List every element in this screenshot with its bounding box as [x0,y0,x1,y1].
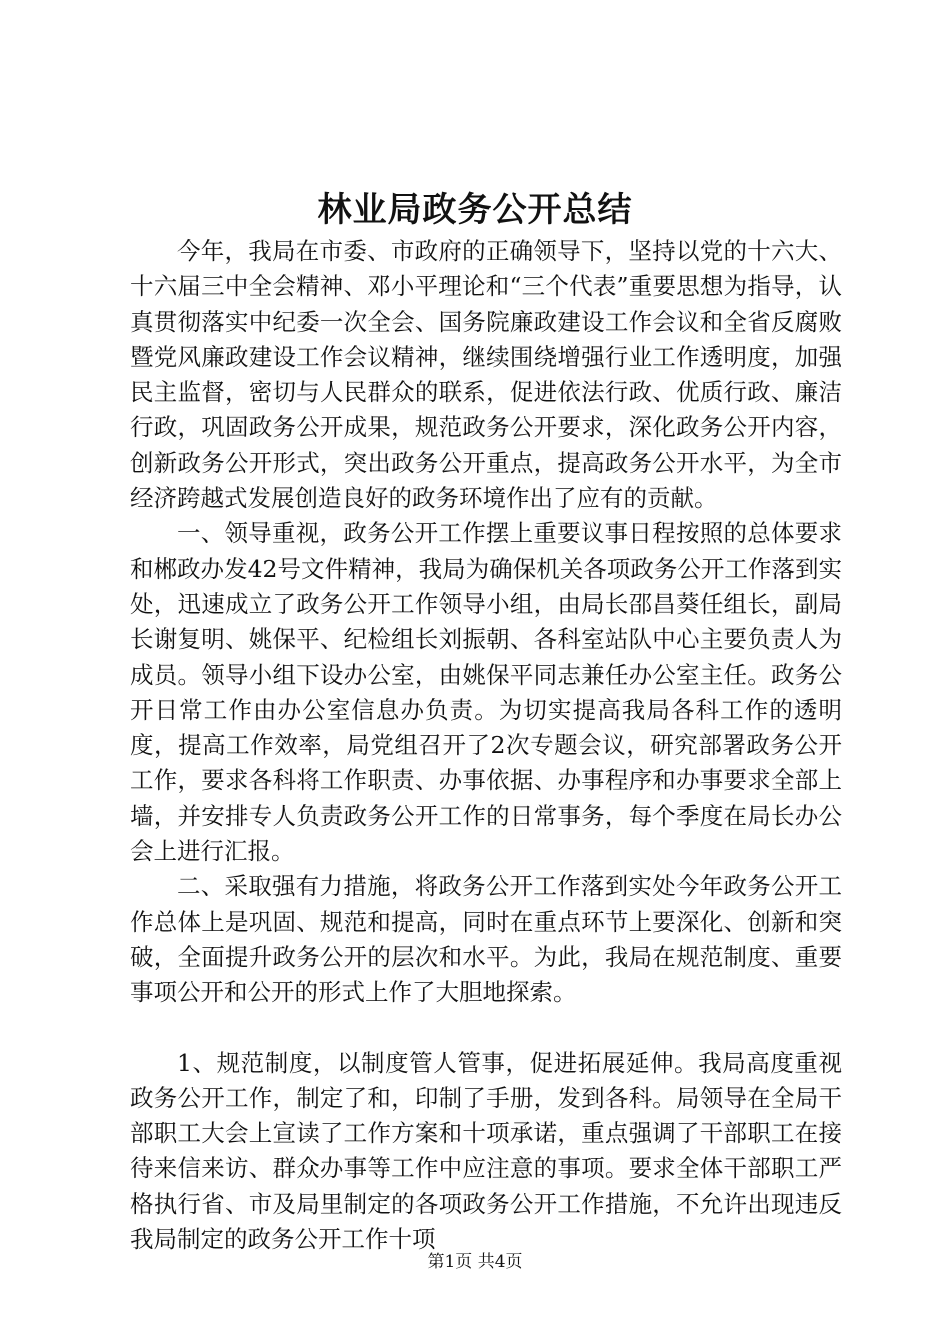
document-title: 林业局政务公开总结 [317,190,633,230]
page-number-footer: 第1页 共4页 [427,1252,523,1272]
paragraph-spacer [130,1011,842,1046]
paragraph-section-one: 一、领导重视，政务公开工作摆上重要议事日程按照的总体要求和郴政办发42号文件精神，我局为确保机关各项政务公开工作落到实处，迅速成立了政务公开工作领导小组，由局长邵昌葵任组长，副局长谢复明、姚保平、纪检组长刘振朝、各科室站队中心主要负责人为成员。领导小组下设办公室，由姚保平同志兼任办公室主任。政务公开日常工作由办公室信息办负责。为切实提高我局各科工作的透明度，提高工作效率，局党组召开了2次专题会议，研究部署政务公开工作，要求各科将工作职责、办事依据、办事程序和办事要求全部上墙，并安排专人负责政务公开工作的日常事务，每个季度在局长办公会上进行汇报。 [130,519,842,866]
document-body [130,234,842,1257]
paragraph-item-one: 1、规范制度，以制度管人管事，促进拓展延伸。我局高度重视政务公开工作，制定了和，印制了手册，发到各科。局领导在全局干部职工大会上宣读了工作方案和十项承诺，重点强调了干部职工在接待来信来访、群众办事等工作中应注意的事项。要求全体干部职工严格执行省、市及局里制定的各项政务公开工作措施，不允许出现违反我局制定的政务公开工作十项 [130,1048,842,1254]
paragraph-intro: 今年，我局在市委、市政府的正确领导下，坚持以党的十六大、十六届三中全会精神、邓小平理论和“三个代表”重要思想为指导，认真贯彻落实中纪委一次全会、国务院廉政建设工作会议和全省反腐败暨党风廉政建设工作会议精神，继续围绕增强行业工作透明度，加强民主监督，密切与人民群众的联系，促进依法行政、优质行政、廉洁行政，巩固政务公开成果，规范政务公开要求，深化政务公开内容，创新政务公开形式，突出政务公开重点，提高政务公开水平，为全市经济跨越式发展创造良好的政务环境作出了应有的贡献。 [130,237,842,513]
paragraph-section-two: 二、采取强有力措施，将政务公开工作落到实处今年政务公开工作总体上是巩固、规范和提高，同时在重点环节上要深化、创新和突破，全面提升政务公开的层次和水平。为此，我局在规范制度、重要事项公开和公开的形式上作了大胆地探索。 [130,872,842,1007]
